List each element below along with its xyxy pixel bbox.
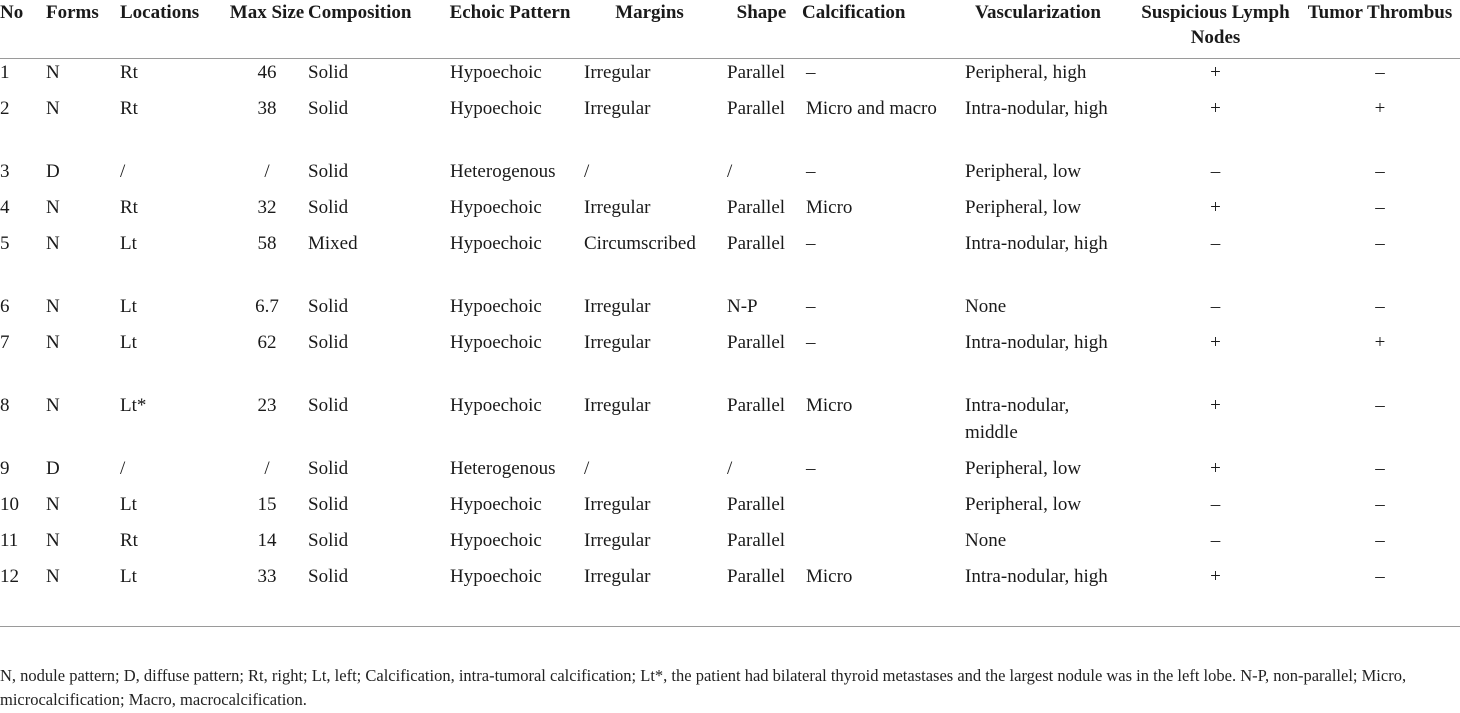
cell-composition: Solid [308, 530, 349, 551]
col-header-echoic-pattern: Echoic Pattern [442, 0, 578, 59]
cell-echoic-pattern: Hypoechoic [450, 494, 542, 515]
cell-max-size: 33 [226, 563, 308, 627]
cell-tumor-thrombus: – [1375, 233, 1385, 254]
cell-shape: Parallel [721, 563, 802, 627]
cell-calcification: Micro [806, 395, 853, 416]
cell-locations: Lt [120, 494, 137, 515]
cell-calcification: Micro [802, 563, 945, 627]
cell-suspicious-lymph-nodes: – [1210, 530, 1221, 551]
col-header-composition: Composition [308, 0, 442, 59]
cell-shape: / [727, 161, 733, 182]
cell-vascularization: Peripheral, low [965, 197, 1082, 218]
cell-margins: / [584, 458, 590, 479]
cell-suspicious-lymph-nodes: – [1210, 161, 1221, 182]
cell-composition: Solid [308, 197, 349, 218]
cell-composition: Solid [308, 161, 349, 182]
cell-margins: Irregular [578, 563, 721, 627]
cell-composition: Solid [308, 458, 349, 479]
cell-vascularization: Peripheral, high [965, 62, 1087, 83]
cell-tumor-thrombus: – [1300, 563, 1460, 627]
cell-forms: N [46, 332, 60, 353]
cell-locations: / [120, 458, 126, 479]
cell-max-size: 38 [257, 98, 277, 119]
cell-max-size: 32 [257, 197, 277, 218]
cell-vascularization: None [965, 296, 1007, 317]
col-header-vascularization: Vascularization [945, 0, 1131, 59]
cell-tumor-thrombus: + [1374, 332, 1386, 353]
cell-margins: Irregular [584, 296, 651, 317]
cell-margins: Irregular [584, 62, 651, 83]
table-footnote: N, nodule pattern; D, diffuse pattern; Rt, right; Lt, left; Calcification, intra-tumoral calcification; Lt*, the patient had bilateral thyroid metastases and the largest nodule was in the left lobe. N-P, non-parallel; Micro, microcalcification; Macro, macrocalcification. [0, 666, 1407, 709]
cell-vascularization: Peripheral, low [965, 161, 1082, 182]
cell-tumor-thrombus: – [1375, 530, 1385, 551]
cell-max-size: 58 [257, 233, 277, 254]
cell-composition: Solid [308, 98, 349, 119]
cell-echoic-pattern: Hypoechoic [450, 332, 542, 353]
cell-locations: / [120, 161, 126, 182]
cell-tumor-thrombus: – [1375, 161, 1385, 182]
cell-shape: Parallel [727, 197, 786, 218]
cell-margins: Irregular [584, 494, 651, 515]
cell-margins: Irregular [584, 98, 651, 119]
cell-tumor-thrombus: – [1375, 296, 1385, 317]
cell-forms: D [46, 458, 60, 479]
table-row [0, 293, 1460, 329]
cell-composition: Solid [308, 62, 349, 83]
cell-suspicious-lymph-nodes: – [1210, 296, 1221, 317]
cell-tumor-thrombus: – [1375, 494, 1385, 515]
cell-locations: Lt [120, 563, 226, 627]
cell-forms: N [46, 296, 60, 317]
cell-locations: Lt [120, 296, 137, 317]
cell-composition: Solid [308, 296, 349, 317]
cell-forms: N [46, 233, 60, 254]
cell-echoic-pattern: Heterogenous [450, 161, 556, 182]
cell-suspicious-lymph-nodes: + [1210, 197, 1221, 218]
cell-forms: N [46, 98, 60, 119]
cell-suspicious-lymph-nodes: + [1210, 458, 1221, 479]
cell-echoic-pattern: Hypoechoic [450, 233, 542, 254]
col-header-margins: Margins [578, 0, 721, 59]
cell-calcification: – [806, 233, 816, 254]
cell-echoic-pattern: Hypoechoic [450, 197, 542, 218]
cell-echoic-pattern: Hypoechoic [442, 563, 578, 627]
cell-margins: Irregular [584, 530, 651, 551]
cell-no: 12 [0, 563, 46, 627]
cell-max-size: 15 [257, 494, 277, 515]
cell-shape: Parallel [727, 530, 786, 551]
cell-locations: Lt* [120, 395, 147, 416]
cell-forms: N [46, 530, 60, 551]
cell-forms: N [46, 62, 60, 83]
cell-margins: Irregular [584, 197, 651, 218]
cell-vascularization: Peripheral, low [965, 494, 1082, 515]
cell-max-size: / [264, 161, 270, 182]
table-row [0, 194, 1460, 230]
cell-echoic-pattern: Hypoechoic [450, 395, 542, 416]
cell-suspicious-lymph-nodes: – [1210, 494, 1221, 515]
cell-forms: N [46, 197, 60, 218]
cell-calcification: – [806, 62, 816, 83]
table-row [0, 527, 1460, 563]
cell-locations: Rt [120, 98, 138, 119]
cell-calcification [802, 491, 945, 527]
cell-tumor-thrombus: + [1374, 98, 1386, 119]
cell-echoic-pattern: Hypoechoic [450, 98, 542, 119]
cell-no: 10 [0, 494, 19, 515]
cell-vascularization: Intra-nodular, high [965, 233, 1108, 254]
cell-no: 11 [0, 530, 19, 551]
cell-tumor-thrombus: – [1375, 62, 1385, 83]
cell-vascularization: Intra-nodular, high [965, 98, 1108, 119]
col-header-suspicious-lymph-nodes: Suspicious Lymph Nodes [1131, 0, 1300, 59]
cell-no: 7 [0, 332, 10, 353]
col-header-locations: Locations [120, 0, 226, 59]
table-row [0, 392, 1460, 455]
cell-echoic-pattern: Hypoechoic [450, 296, 542, 317]
cell-forms: N [46, 395, 60, 416]
cell-max-size: 62 [257, 332, 277, 353]
cell-no: 2 [0, 98, 10, 119]
cell-suspicious-lymph-nodes: + [1210, 98, 1221, 119]
cell-no: 3 [0, 161, 10, 182]
col-header-shape: Shape [721, 0, 802, 59]
cell-shape: Parallel [727, 233, 786, 254]
cell-forms: N [46, 494, 60, 515]
cell-calcification: Micro and macro [806, 98, 937, 119]
cell-shape: Parallel [727, 332, 786, 353]
col-header-tumor-thrombus: Tumor Thrombus [1300, 0, 1460, 59]
cell-margins: Irregular [584, 332, 651, 353]
cell-locations: Rt [120, 530, 138, 551]
cell-tumor-thrombus: – [1375, 395, 1385, 416]
cell-composition: Solid [308, 395, 349, 416]
header-row [0, 0, 1460, 59]
cell-shape: Parallel [727, 395, 786, 416]
cell-calcification [802, 527, 945, 563]
table-row [0, 158, 1460, 194]
cell-calcification: Micro [806, 197, 853, 218]
cell-shape: Parallel [727, 62, 786, 83]
cell-suspicious-lymph-nodes: + [1131, 563, 1300, 627]
table-row [0, 329, 1460, 392]
table-row [0, 491, 1460, 527]
cell-vascularization: Intra-nodular, middle [965, 395, 1070, 443]
cell-echoic-pattern: Heterogenous [450, 458, 556, 479]
cell-locations: Lt [120, 332, 137, 353]
cell-shape: N-P [727, 296, 758, 317]
cell-locations: Lt [120, 233, 137, 254]
cell-no: 1 [0, 62, 10, 83]
cell-suspicious-lymph-nodes: – [1210, 233, 1221, 254]
cell-shape: / [727, 458, 733, 479]
cell-tumor-thrombus: – [1375, 197, 1385, 218]
cell-max-size: / [264, 458, 270, 479]
cell-composition: Solid [308, 494, 349, 515]
cell-tumor-thrombus: – [1375, 458, 1385, 479]
table-row [0, 230, 1460, 293]
cell-no: 5 [0, 233, 10, 254]
cell-forms: N [46, 563, 120, 627]
cell-composition: Mixed [308, 233, 358, 254]
cell-locations: Rt [120, 62, 138, 83]
cell-suspicious-lymph-nodes: + [1210, 332, 1221, 353]
cell-max-size: 46 [257, 62, 277, 83]
cell-margins: Circumscribed [584, 233, 696, 254]
cell-suspicious-lymph-nodes: + [1210, 395, 1221, 416]
cell-composition: Solid [308, 563, 442, 627]
cell-no: 9 [0, 458, 10, 479]
cell-shape: Parallel [727, 98, 786, 119]
cell-vascularization: Intra-nodular, high [965, 332, 1108, 353]
col-header-forms: Forms [46, 0, 120, 59]
cell-calcification: – [806, 161, 816, 182]
cell-suspicious-lymph-nodes: + [1210, 62, 1221, 83]
cell-echoic-pattern: Hypoechoic [450, 530, 542, 551]
cell-calcification: – [806, 458, 816, 479]
col-header-calcification: Calcification [802, 0, 945, 59]
col-header-no: No [0, 0, 46, 59]
cell-calcification: – [806, 296, 816, 317]
cell-max-size: 23 [257, 395, 277, 416]
cell-vascularization: None [965, 530, 1007, 551]
cell-no: 8 [0, 395, 10, 416]
col-header-max-size: Max Size [226, 0, 308, 59]
table-row [0, 95, 1460, 158]
cell-vascularization: Peripheral, low [965, 458, 1082, 479]
cell-composition: Solid [308, 332, 349, 353]
table-row [0, 455, 1460, 491]
cell-max-size: 6.7 [255, 296, 279, 317]
table-row [0, 59, 1460, 96]
cell-margins: Irregular [584, 395, 651, 416]
cell-margins: / [584, 161, 590, 182]
cell-no: 4 [0, 197, 10, 218]
cell-calcification: – [806, 332, 816, 353]
table-row [0, 563, 1460, 627]
cell-vascularization: Intra-nodular, high [945, 563, 1131, 627]
cell-shape: Parallel [727, 494, 786, 515]
cell-forms: D [46, 161, 60, 182]
cell-echoic-pattern: Hypoechoic [450, 62, 542, 83]
cell-locations: Rt [120, 197, 138, 218]
cell-no: 6 [0, 296, 10, 317]
cell-max-size: 14 [257, 530, 277, 551]
